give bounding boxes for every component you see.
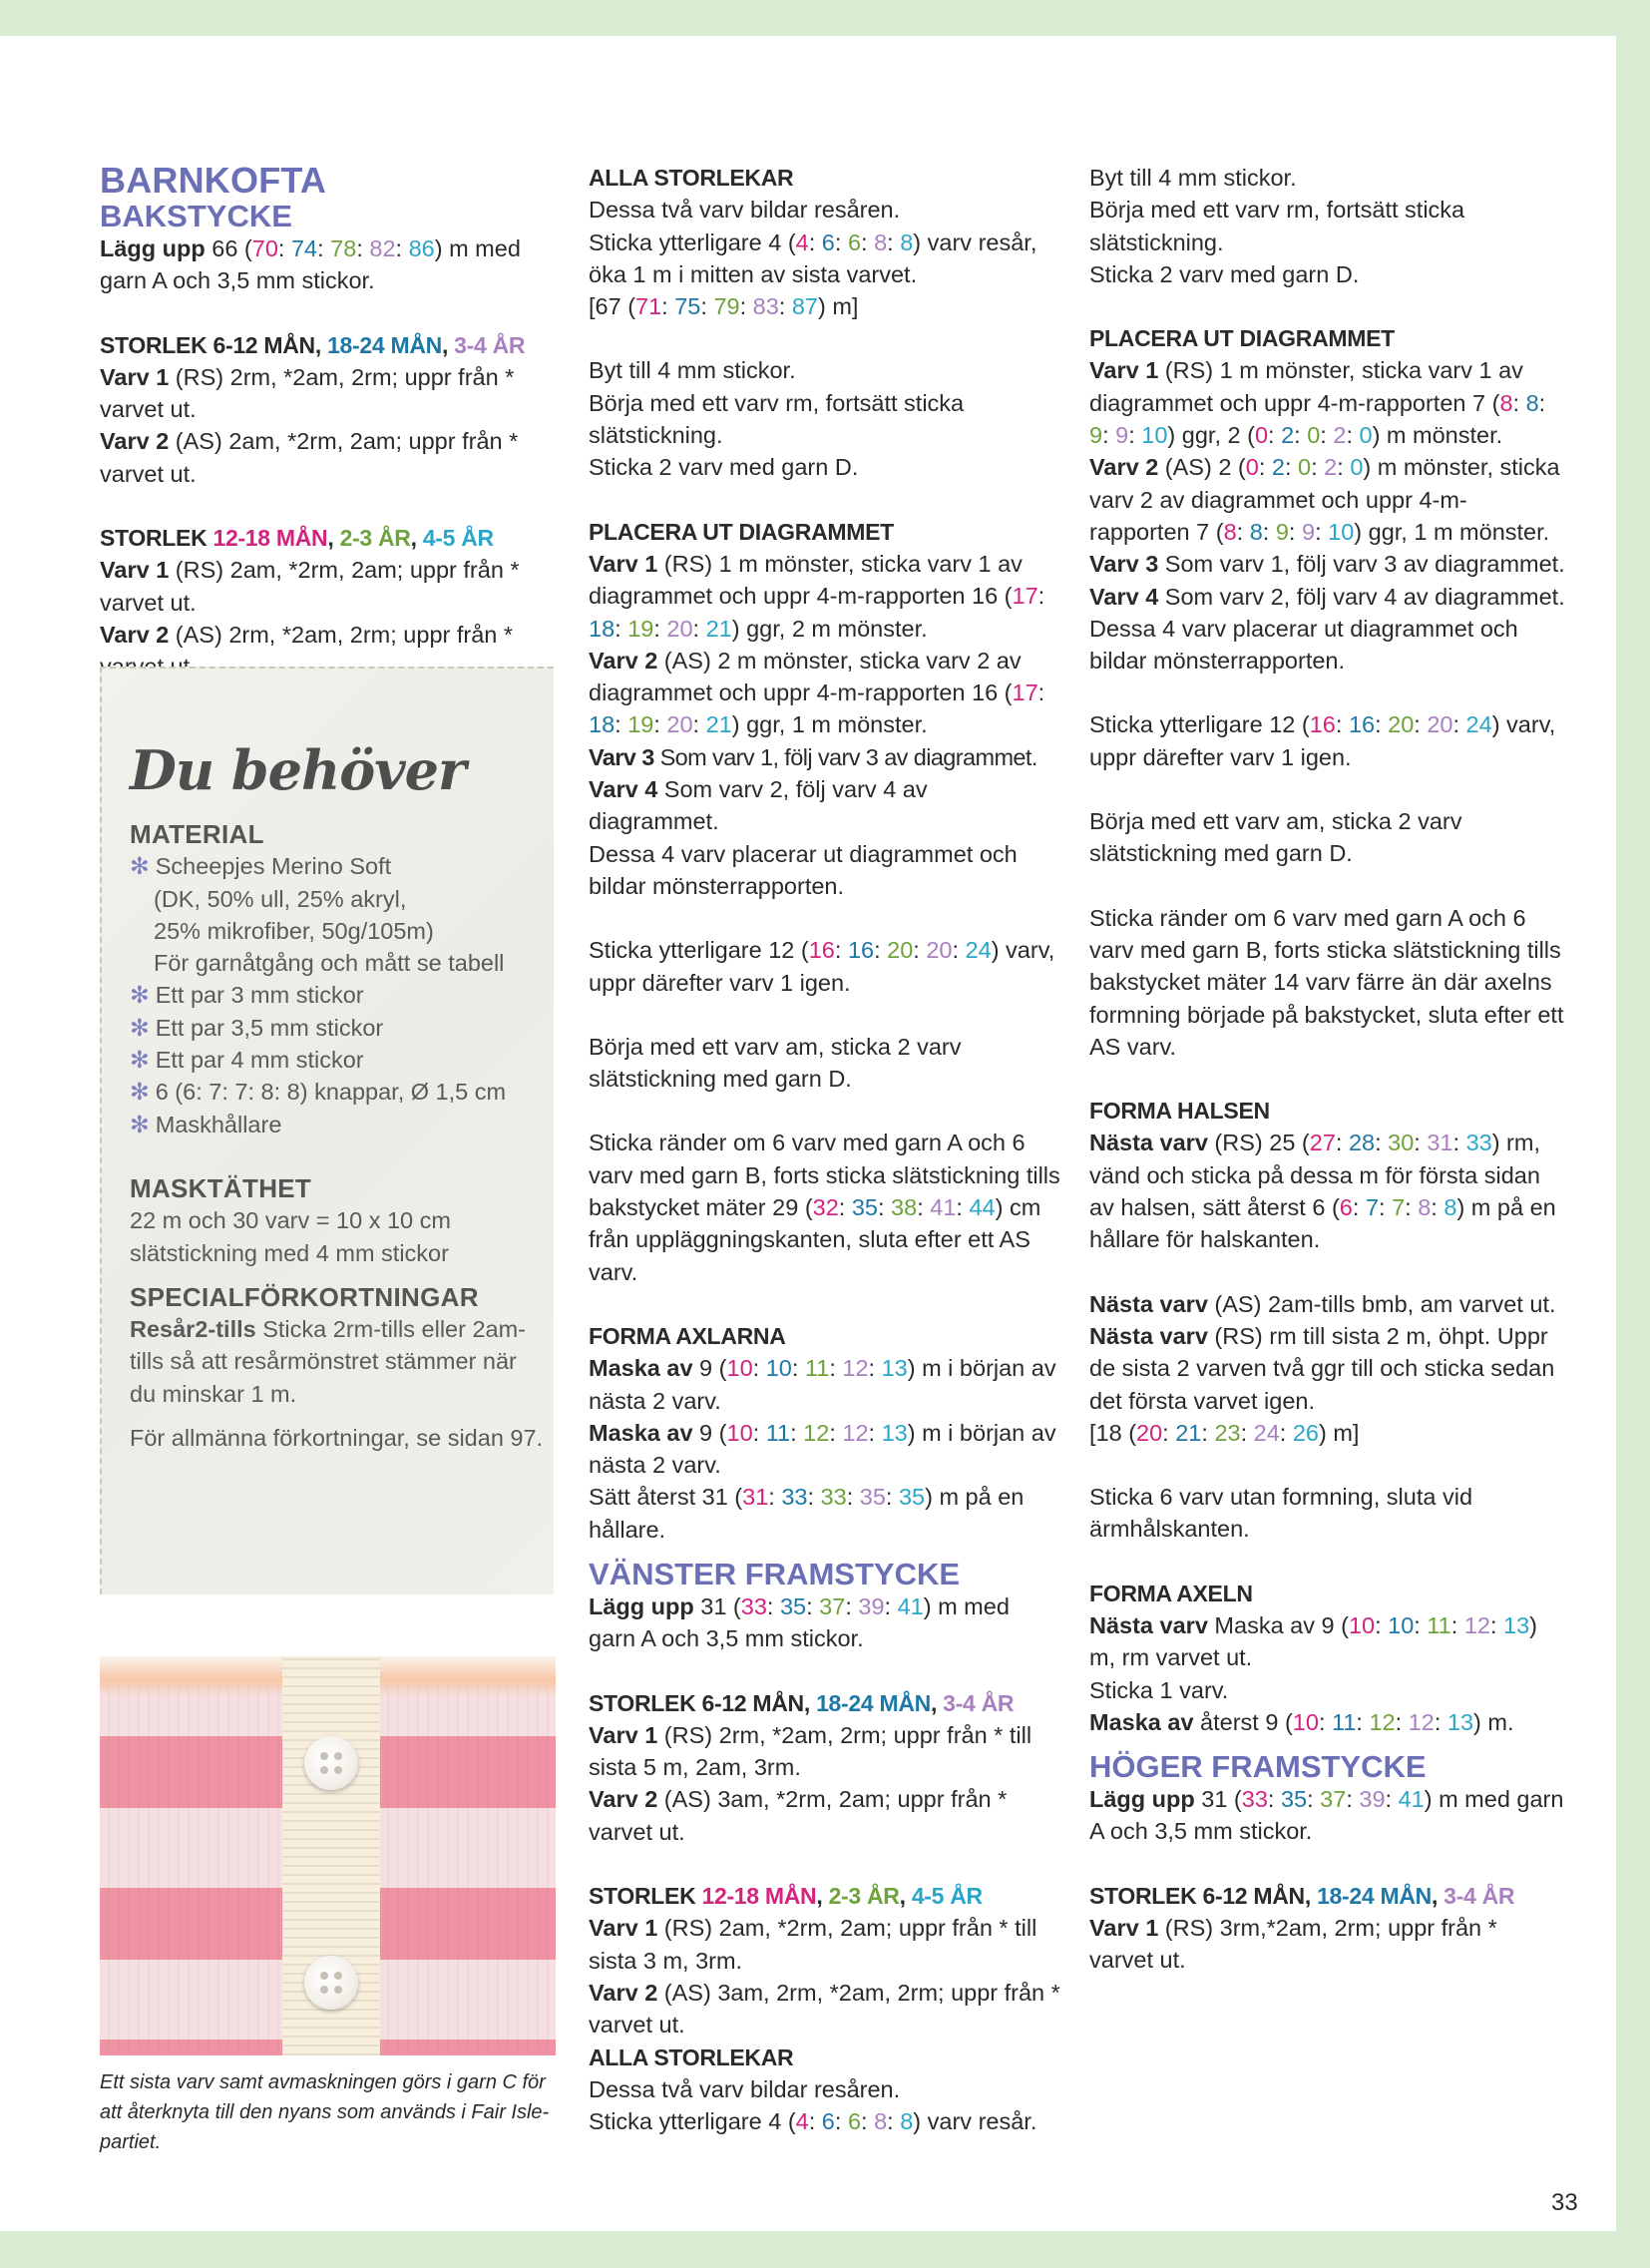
paragraph: Sticka 2 varv med garn D.	[589, 454, 859, 481]
row-1: Varv 1 (RS) 2rm, *2am, 2rm; uppr från * varvet ut.	[100, 363, 515, 423]
paragraph: Dessa två varv bildar resåren.	[589, 197, 901, 224]
row-2: Varv 2 (AS) 2am, *2rm, 2am; uppr från * varvet ut.	[100, 428, 519, 487]
stitch-count: [18 (20: 21: 23: 24: 26) m]	[1089, 1419, 1360, 1446]
list-item-detail: 25% mikrofiber, 50g/105m)	[154, 917, 434, 944]
row-3: Varv 3 Som varv 1, följ varv 3 av diagrammet.	[1089, 551, 1565, 578]
stitch-count: [67 (71: 75: 79: 83: 87) m]	[589, 293, 859, 320]
list-item: ✻ 6 (6: 7: 7: 8: 8) knappar, Ø 1,5 cm	[130, 1079, 507, 1106]
paragraph: Sticka ytterligare 12 (16: 16: 20: 20: 24) varv, uppr därefter varv 1 igen.	[1089, 711, 1556, 770]
row-2: Varv 2 (AS) 2 m mönster, sticka varv 2 av diagrammet och uppr 4-m-rapporten 16 (17: 18: 19: 20: 21) ggr, 1 m mönster.	[589, 647, 1045, 738]
paragraph: Sticka 1 varv.	[1089, 1676, 1229, 1703]
row-3: Varv 3 Som varv 1, följ varv 3 av diagrammet.	[589, 743, 1037, 770]
size-heading-b: STORLEK 12-18 MÅN, 2-3 ÅR, 4-5 ÅR	[100, 525, 494, 552]
column-left	[100, 162, 559, 683]
list-item: ✻ Ett par 3 mm stickor	[130, 982, 364, 1009]
chart-placement-heading: PLACERA UT DIAGRAMMET	[589, 518, 894, 545]
paragraph: Sticka 2 varv med garn D.	[1089, 260, 1360, 287]
bind-off: Maska av 9 (10: 10: 11: 12: 13) m i början av nästa 2 varv.	[589, 1355, 1056, 1414]
all-sizes-heading: ALLA STORLEKAR	[589, 2043, 794, 2070]
bind-off: Maska av 9 (10: 11: 12: 12: 13) m i början av nästa 2 varv.	[589, 1419, 1056, 1479]
row-4: Varv 4 Som varv 2, följ varv 4 av diagrammet.	[1089, 583, 1565, 610]
section-title-right-front: HÖGER FRAMSTYCKE	[1089, 1749, 1427, 1785]
row-1: Varv 1 (RS) 2am, *2rm, 2am; uppr från * till sista 3 m, 3rm.	[589, 1915, 1037, 1974]
paragraph: Börja med ett varv am, sticka 2 varv slätstickning med garn D.	[1089, 808, 1462, 867]
material-heading: MATERIAL	[130, 819, 264, 849]
row-1: Varv 1 (RS) 3rm,*2am, 2rm; uppr från * varvet ut.	[1089, 1915, 1497, 1974]
size-heading-a: STORLEK 6-12 MÅN, 18-24 MÅN, 3-4 ÅR	[589, 1689, 1015, 1716]
list-item: ✻ Ett par 4 mm stickor	[130, 1047, 364, 1074]
snowflake-bullet-icon: ✻	[130, 1079, 150, 1106]
knitted-cardigan-photo	[100, 1656, 556, 2055]
paragraph: Börja med ett varv rm, fortsätt sticka slätstickning.	[1089, 197, 1465, 255]
paragraph: Sticka ränder om 6 varv med garn A och 6 varv med garn B, forts sticka slätstickning tills bakstycket mäter 14 varv färre än där axelns formning började på bakstycket, sluta efter ett AS varv.	[1089, 904, 1564, 1060]
materials-heading: Du behöver	[130, 738, 466, 802]
paragraph: Börja med ett varv rm, fortsätt sticka slätstickning.	[589, 389, 965, 449]
snowflake-bullet-icon: ✻	[130, 1111, 150, 1137]
row-1: Varv 1 (RS) 1 m mönster, sticka varv 1 av diagrammet och uppr 4-m-rapporten 7 (8: 8: 9: 9: 10) ggr, 2 (0: 2: 0: 2: 0) m mönster.	[1089, 357, 1546, 449]
page-number: 33	[1551, 2189, 1578, 2216]
paragraph: Dessa 4 varv placerar ut diagrammet och bildar mönsterrapporten.	[1089, 615, 1518, 675]
section-title-left-front: VÄNSTER FRAMSTYCKE	[589, 1556, 961, 1591]
list-item-detail: För garnåtgång och mått se tabell	[154, 950, 505, 977]
abbreviations-heading: SPECIALFÖRKORTNINGAR	[130, 1281, 479, 1312]
size-heading-a: STORLEK 6-12 MÅN, 18-24 MÅN, 3-4 ÅR	[1089, 1882, 1515, 1909]
button-icon	[304, 1736, 358, 1790]
paragraph: Börja med ett varv am, sticka 2 varv slätstickning med garn D.	[589, 1033, 962, 1093]
row-1: Varv 1 (RS) 2rm, *2am, 2rm; uppr från * till sista 5 m, 2am, 3rm.	[589, 1721, 1032, 1781]
next-row: Nästa varv Maska av 9 (10: 10: 11: 12: 13) m, rm varvet ut.	[1089, 1611, 1537, 1671]
list-item-detail: (DK, 50% ull, 25% akryl,	[154, 885, 407, 912]
snowflake-bullet-icon: ✻	[130, 1047, 150, 1074]
paragraph: Byt till 4 mm stickor.	[589, 357, 796, 384]
size-heading-a: STORLEK 6-12 MÅN, 18-24 MÅN, 3-4 ÅR	[100, 331, 526, 358]
snowflake-bullet-icon: ✻	[130, 1014, 150, 1041]
paragraph: Dessa två varv bildar resåren.	[589, 2075, 901, 2102]
snowflake-bullet-icon: ✻	[130, 982, 150, 1009]
bind-off: Maska av återst 9 (10: 11: 12: 12: 13) m.	[1089, 1708, 1514, 1735]
abbreviation: Resår2-tills Sticka 2rm-tills eller 2am-tills så att resårmönstret stämmer när du minskar 1 m.	[130, 1316, 526, 1407]
row-1: Varv 1 (RS) 1 m mönster, sticka varv 1 av diagrammet och uppr 4-m-rapporten 16 (17: 18: 19: 20: 21) ggr, 2 m mönster.	[589, 550, 1045, 642]
row-2: Varv 2 (AS) 2rm, *2am, 2rm; uppr från *	[100, 621, 514, 648]
size-heading-b: STORLEK 12-18 MÅN, 2-3 ÅR, 4-5 ÅR	[589, 1883, 983, 1910]
paragraph: Dessa 4 varv placerar ut diagrammet och bildar mönsterrapporten.	[589, 840, 1018, 899]
paragraph: Sticka ytterligare 12 (16: 16: 20: 20: 24) varv, uppr därefter varv 1 igen.	[589, 937, 1055, 996]
snowflake-bullet-icon: ✻	[130, 853, 150, 880]
row-1: Varv 1 (RS) 2am, *2rm, 2am; uppr från * varvet ut.	[100, 557, 520, 616]
shoulder-heading: FORMA AXELN	[1089, 1580, 1253, 1606]
column-right	[1089, 162, 1566, 1977]
materials-content	[130, 818, 549, 1454]
paragraph: Sticka ränder om 6 varv med garn A och 6 varv med garn B, forts sticka slätstickning tills bakstycket mäter 29 (32: 35: 38: 41: 44) cm från uppläggningskanten, sluta efter ett AS varv.	[589, 1130, 1060, 1285]
paragraph: Sticka 6 varv utan formning, sluta vid ärmhålskanten.	[1089, 1484, 1473, 1543]
all-sizes-heading: ALLA STORLEKAR	[589, 165, 794, 191]
paragraph: Byt till 4 mm stickor.	[1089, 165, 1297, 191]
paragraph: Sticka ytterligare 4 (4: 6: 6: 8: 8) varv resår.	[589, 2108, 1037, 2135]
column-middle	[589, 162, 1062, 2137]
neck-heading: FORMA HALSEN	[1089, 1098, 1270, 1125]
gauge-heading: MASKTÄTHET	[130, 1172, 312, 1203]
row-2: Varv 2 (AS) 3am, 2rm, *2am, 2rm; uppr från * varvet ut.	[589, 1979, 1060, 2039]
photo-caption: Ett sista varv samt avmaskningen görs i garn C för att återknyta till den nyans som används i Fair Isle-partiet.	[100, 2071, 550, 2153]
pattern-title: BARNKOFTA	[100, 160, 327, 201]
cast-on: Lägg upp 66 (70: 74: 78: 82: 86) m med garn A och 3,5 mm stickor.	[100, 235, 521, 294]
section-title-back: BAKSTYCKE	[100, 199, 292, 233]
list-item: ✻ Ett par 3,5 mm stickor	[130, 1014, 384, 1041]
chart-placement-heading: PLACERA UT DIAGRAMMET	[1089, 325, 1395, 352]
row-4: Varv 4 Som varv 2, följ varv 4 av diagrammet.	[589, 776, 928, 835]
button-icon	[304, 1956, 358, 2010]
shoulders-heading: FORMA AXLARNA	[589, 1322, 786, 1349]
paragraph: Sätt återst 31 (31: 33: 33: 35: 35) m på en hållare.	[589, 1484, 1025, 1543]
cast-on: Lägg upp 31 (33: 35: 37: 39: 41) m med garn A och 3,5 mm stickor.	[589, 1592, 1010, 1652]
gauge-text: 22 m och 30 varv = 10 x 10 cm slätstickning med 4 mm stickor	[130, 1207, 451, 1266]
list-item: ✻ Scheepjes Merino Soft	[130, 853, 392, 880]
general-abbreviations-note: För allmänna förkortningar, se sidan 97.	[130, 1425, 544, 1452]
paragraph: Sticka ytterligare 4 (4: 6: 6: 8: 8) varv resår, öka 1 m i mitten av sista varvet.	[589, 228, 1037, 287]
next-row: Nästa varv (RS) rm till sista 2 m, öhpt. Uppr de sista 2 varven två ggr till och sticka sedan det första varvet igen.	[1089, 1322, 1555, 1414]
list-item: ✻ Maskhållare	[130, 1111, 282, 1137]
next-row: Nästa varv (AS) 2am-tills bmb, am varvet ut.	[1089, 1290, 1556, 1317]
row-2: Varv 2 (AS) 3am, *2rm, 2am; uppr från * varvet ut.	[589, 1786, 1008, 1845]
next-row: Nästa varv (RS) 25 (27: 28: 30: 31: 33) rm, vänd och sticka på dessa m för första sidan av halsen, sätt återst 6 (6: 7: 7: 8: 8) m på en hållare för halskanten.	[1089, 1130, 1556, 1253]
cast-on: Lägg upp 31 (33: 35: 37: 39: 41) m med garn A och 3,5 mm stickor.	[1089, 1786, 1564, 1845]
row-2: Varv 2 (AS) 2 (0: 2: 0: 2: 0) m mönster, sticka varv 2 av diagrammet och uppr 4-m-rapporten 7 (8: 8: 9: 9: 10) ggr, 1 m mönster.	[1089, 454, 1560, 545]
